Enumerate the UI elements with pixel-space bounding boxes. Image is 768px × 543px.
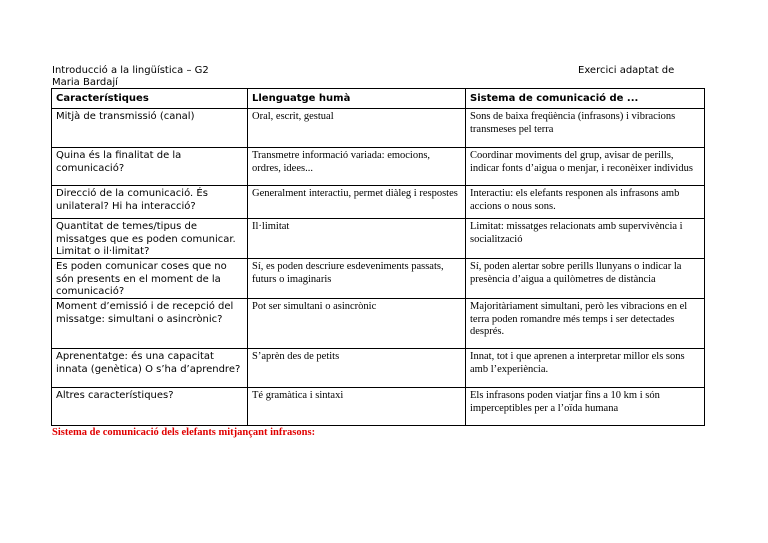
document-header-left bbox=[52, 65, 209, 89]
adaptation-note: Exercici adaptat de bbox=[578, 65, 675, 76]
row-human-language: S’aprèn des de petits bbox=[248, 349, 466, 388]
comparison-table bbox=[51, 88, 705, 426]
row-characteristic: Es poden comunicar coses que no són presents en el moment de la comunicació? bbox=[56, 261, 227, 295]
row-communication-system: Sí, poden alertar sobre perills llunyans o indicar la presència d’aigua a quilòmetres de distància bbox=[466, 259, 705, 299]
row-communication-system: Limitat: missatges relacionats amb supervivència i socialització bbox=[466, 219, 705, 259]
row-communication-system: Innat, tot i que aprenen a interpretar millor els sons amb l’experiència. bbox=[466, 349, 705, 388]
row-characteristic: Quina és la finalitat de la comunicació? bbox=[56, 150, 182, 174]
row-communication-system: Interactiu: els elefants responen als infrasons amb accions o nous sons. bbox=[466, 186, 705, 219]
table-row bbox=[52, 109, 705, 148]
row-human-language: Pot ser simultani o asincrònic bbox=[248, 299, 466, 349]
row-communication-system: Sons de baixa freqüència (infrasons) i vibracions transmeses pel terra bbox=[466, 109, 705, 148]
row-human-language: Oral, escrit, gestual bbox=[248, 109, 466, 148]
row-human-language: Generalment interactiu, permet diàleg i respostes bbox=[248, 186, 466, 219]
row-human-language: Transmetre informació variada: emocions, ordres, idees... bbox=[252, 150, 431, 174]
row-communication-system: Majoritàriament simultani, però les vibracions en el terra poden romandre més temps i ser detectades després. bbox=[466, 299, 705, 349]
table-row bbox=[52, 219, 705, 259]
row-characteristic: Moment d’emissió i de recepció del missatge: simultani o asincrònic? bbox=[52, 299, 248, 349]
row-human-language: Sí, es poden descriure esdeveniments passats, futurs o imaginaris bbox=[248, 259, 466, 299]
row-human-language: Té gramàtica i sintaxi bbox=[248, 388, 466, 426]
table-row bbox=[52, 349, 705, 388]
row-characteristic: Direcció de la comunicació. És unilateral? Hi ha interacció? bbox=[52, 186, 248, 219]
table-row bbox=[52, 388, 705, 426]
table-row bbox=[52, 148, 705, 186]
footer-heading: Sistema de comunicació dels elefants mitjançant infrasons: bbox=[52, 427, 316, 438]
row-characteristic: Altres característiques? bbox=[52, 388, 248, 426]
column-header-characteristics: Característiques bbox=[52, 89, 248, 109]
author-name: Maria Bardají bbox=[52, 77, 118, 88]
row-communication-system: Coordinar moviments del grup, avisar de perills, indicar fonts d’aigua o menjar, i reconèixer individus bbox=[470, 150, 693, 174]
row-characteristic: Mitjà de transmissió (canal) bbox=[52, 109, 248, 148]
row-characteristic: Quantitat de temes/tipus de missatges que es poden comunicar. Limitat o il·limitat? bbox=[56, 221, 236, 255]
column-header-communication-system: Sistema de comunicació de ... bbox=[466, 89, 705, 109]
table-row bbox=[52, 259, 705, 299]
row-human-language: Il·limitat bbox=[248, 219, 466, 259]
table-row bbox=[52, 186, 705, 219]
table-row bbox=[52, 299, 705, 349]
table-header-row bbox=[52, 89, 705, 109]
column-header-human-language: Llenguatge humà bbox=[248, 89, 466, 109]
course-title: Introducció a la lingüística – G2 bbox=[52, 65, 209, 76]
row-characteristic: Aprenentatge: és una capacitat innata (genètica) O s’ha d’aprendre? bbox=[52, 349, 248, 388]
row-communication-system: Els infrasons poden viatjar fins a 10 km i són imperceptibles per a l’oïda humana bbox=[466, 388, 705, 426]
